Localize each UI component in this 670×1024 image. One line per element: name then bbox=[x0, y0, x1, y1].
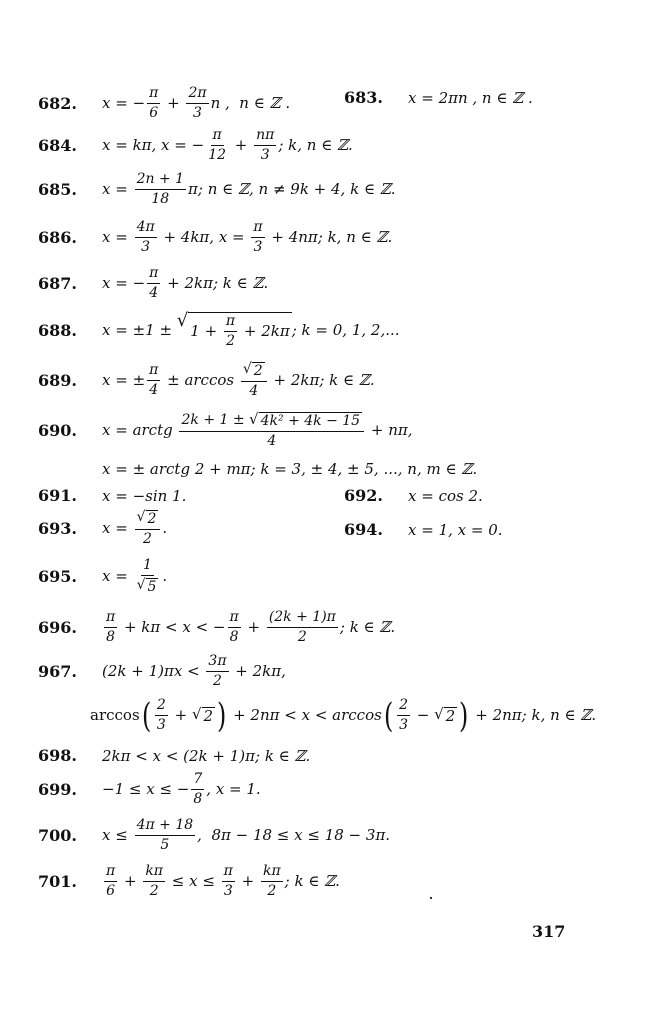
fraction: $\frac{2n + 1}{18}$ bbox=[136, 171, 185, 208]
answer-693 bbox=[38, 510, 167, 548]
problem-number: 690. bbox=[38, 420, 77, 440]
answer-formula: x = cos 2. bbox=[408, 486, 483, 505]
answer-700 bbox=[38, 818, 390, 854]
answer-formula: x = ±1 ± √ 1 + $\frac{\pi}{2}$ + 2kπ ; k = 0, 1, 2,... bbox=[102, 310, 400, 350]
answer-formula: x = kπ, x = − $\frac{\pi}{12}$ + $\frac{n\pi}{3}$ ; k, n ∈ ℤ. bbox=[102, 127, 353, 164]
fraction: $\frac{\pi}{2}$ bbox=[225, 313, 236, 350]
answer-701 bbox=[38, 864, 340, 900]
answer-695 bbox=[38, 558, 167, 596]
problem-number: 683. bbox=[344, 88, 383, 107]
fraction: 2k + 1 ± √ 4k² + 4k − 15 4 bbox=[179, 412, 364, 450]
fraction: 1 √ 5 bbox=[136, 557, 157, 596]
problem-number: 686. bbox=[38, 227, 77, 247]
answer-685 bbox=[38, 172, 396, 208]
fraction: $\frac{4\pi + 18}{5}$ bbox=[136, 817, 194, 854]
answer-formula: x = √ 2 2 . bbox=[102, 509, 168, 548]
fraction: $\frac{\pi}{8}$ bbox=[106, 609, 116, 646]
answer-691 bbox=[38, 488, 186, 504]
answer-formula: x = 1, x = 0. bbox=[408, 520, 503, 539]
print-speck bbox=[430, 897, 432, 899]
fraction: $\frac{n\pi}{3}$ bbox=[256, 127, 275, 164]
answer-formula: $\frac{\pi}{8}$ + kπ < x < − $\frac{\pi}{8}$ + $\frac{(2k + 1)\pi}{2}$ ; k ∈ ℤ. bbox=[106, 609, 396, 646]
answer-formula: x = 1 √ 5 . bbox=[102, 557, 168, 596]
problem-number: 700. bbox=[38, 825, 77, 845]
answer-686 bbox=[38, 220, 392, 256]
answer-683 bbox=[344, 90, 533, 106]
fraction: $\frac{\pi}{4}$ bbox=[149, 265, 159, 302]
fraction: $\frac{k\pi}{2}$ bbox=[145, 863, 163, 900]
fraction: $\frac{4\pi}{3}$ bbox=[136, 219, 155, 256]
problem-number: 684. bbox=[38, 135, 77, 155]
answer-formula: x = −sin 1. bbox=[102, 486, 187, 505]
problem-number: 698. bbox=[38, 746, 77, 765]
answer-699 bbox=[38, 772, 261, 808]
answer-formula: x = 2πn , n ∈ ℤ . bbox=[408, 88, 533, 107]
answer-formula: 2kπ < x < (2k + 1)π; k ∈ ℤ. bbox=[102, 746, 311, 765]
problem-number: 692. bbox=[344, 486, 383, 505]
problem-number: 691. bbox=[38, 486, 77, 505]
answer-687 bbox=[38, 266, 268, 302]
fraction: $\frac{\pi}{4}$ bbox=[149, 362, 159, 399]
answer-formula: x = $\frac{4\pi}{3}$ + 4kπ, x = $\frac{\pi}{3}$ + 4nπ; k, n ∈ ℤ. bbox=[102, 219, 393, 256]
answer-formula: arccos ( $\frac{2}{3}$ + √ 2 ) + 2nπ < x < arccos ( $\frac{2}{3}$ − √ 2 ) + 2nπ; k, n ∈ ℤ. bbox=[90, 695, 597, 736]
answer-formula: x = − $\frac{\pi}{4}$ + 2kπ; k ∈ ℤ. bbox=[102, 265, 269, 302]
fraction: $\frac{7}{8}$ bbox=[193, 771, 203, 808]
answer-689 bbox=[38, 362, 375, 400]
problem-number: 701. bbox=[38, 871, 77, 891]
problem-number: 967. bbox=[38, 661, 77, 681]
fraction: $\frac{\pi}{6}$ bbox=[106, 863, 116, 900]
square-root: √ 1 + $\frac{\pi}{2}$ + 2kπ bbox=[176, 310, 290, 350]
answer-690-line2: x = ± arctg 2 + mπ; k = 3, ± 4, ± 5, ..., n, m ∈ ℤ. bbox=[102, 460, 478, 478]
answer-967 bbox=[38, 654, 286, 690]
problem-number: 689. bbox=[38, 370, 77, 390]
fraction: $\frac{\pi}{8}$ bbox=[229, 609, 239, 646]
answer-698 bbox=[38, 748, 310, 764]
answer-formula: x = ± $\frac{\pi}{4}$ ± arccos √ 2 4 + 2kπ; k ∈ ℤ. bbox=[102, 361, 375, 400]
problem-number: 685. bbox=[38, 179, 77, 199]
answer-formula: x = − $\frac{\pi}{6}$ + $\frac{2\pi}{3}$ n , n ∈ ℤ . bbox=[102, 85, 291, 122]
problem-number: 687. bbox=[38, 273, 77, 293]
fraction: $\frac{2}{3}$ bbox=[156, 697, 166, 734]
answer-696 bbox=[38, 610, 395, 646]
fraction: $\frac{\pi}{12}$ bbox=[208, 127, 227, 164]
answer-682 bbox=[38, 86, 290, 122]
fraction: $\frac{\pi}{3}$ bbox=[253, 219, 263, 256]
fraction: $\frac{\pi}{3}$ bbox=[223, 863, 233, 900]
fraction: √ 2 4 bbox=[241, 362, 267, 400]
answer-688 bbox=[38, 312, 400, 350]
fraction: √ 2 2 bbox=[135, 510, 161, 548]
fraction: $\frac{k\pi}{2}$ bbox=[262, 863, 281, 900]
fraction: $\frac{\pi}{6}$ bbox=[149, 85, 159, 122]
problem-number: 694. bbox=[344, 520, 383, 539]
answer-formula: −1 ≤ x ≤ − $\frac{7}{8}$ , x = 1. bbox=[102, 771, 261, 808]
problem-number: 682. bbox=[38, 93, 77, 113]
answer-formula: (2k + 1)πx < $\frac{3\pi}{2}$ + 2kπ, bbox=[102, 653, 286, 690]
answer-694 bbox=[344, 522, 503, 538]
answer-684 bbox=[38, 128, 353, 164]
answer-967-line2 bbox=[90, 695, 597, 736]
answer-692 bbox=[344, 488, 483, 504]
answer-formula: x = arctg 2k + 1 ± √ 4k² + 4k − 15 4 + nπ, bbox=[102, 410, 413, 450]
answer-formula: x ≤ $\frac{4\pi + 18}{5}$ , 8π − 18 ≤ x ≤ 18 − 3π. bbox=[102, 817, 391, 854]
answer-formula: $\frac{\pi}{6}$ + $\frac{k\pi}{2}$ ≤ x ≤ $\frac{\pi}{3}$ + $\frac{k\pi}{2}$ ; k ∈ ℤ. bbox=[106, 863, 340, 900]
problem-number: 699. bbox=[38, 779, 77, 799]
problem-number: 693. bbox=[38, 518, 77, 538]
page-number: 317 bbox=[532, 922, 566, 941]
problem-number: 688. bbox=[38, 320, 77, 340]
problem-number: 696. bbox=[38, 617, 77, 637]
fraction: $\frac{2\pi}{3}$ bbox=[188, 85, 207, 122]
fraction: $\frac{2}{3}$ bbox=[399, 697, 408, 734]
answer-formula: x = $\frac{2n + 1}{18}$ π; n ∈ ℤ, n ≠ 9k + 4, k ∈ ℤ. bbox=[102, 171, 396, 208]
answer-690 bbox=[38, 412, 413, 450]
problem-number: 695. bbox=[38, 566, 77, 586]
fraction: $\frac{3\pi}{2}$ bbox=[208, 653, 227, 690]
fraction: $\frac{(2k + 1)\pi}{2}$ bbox=[268, 609, 336, 646]
